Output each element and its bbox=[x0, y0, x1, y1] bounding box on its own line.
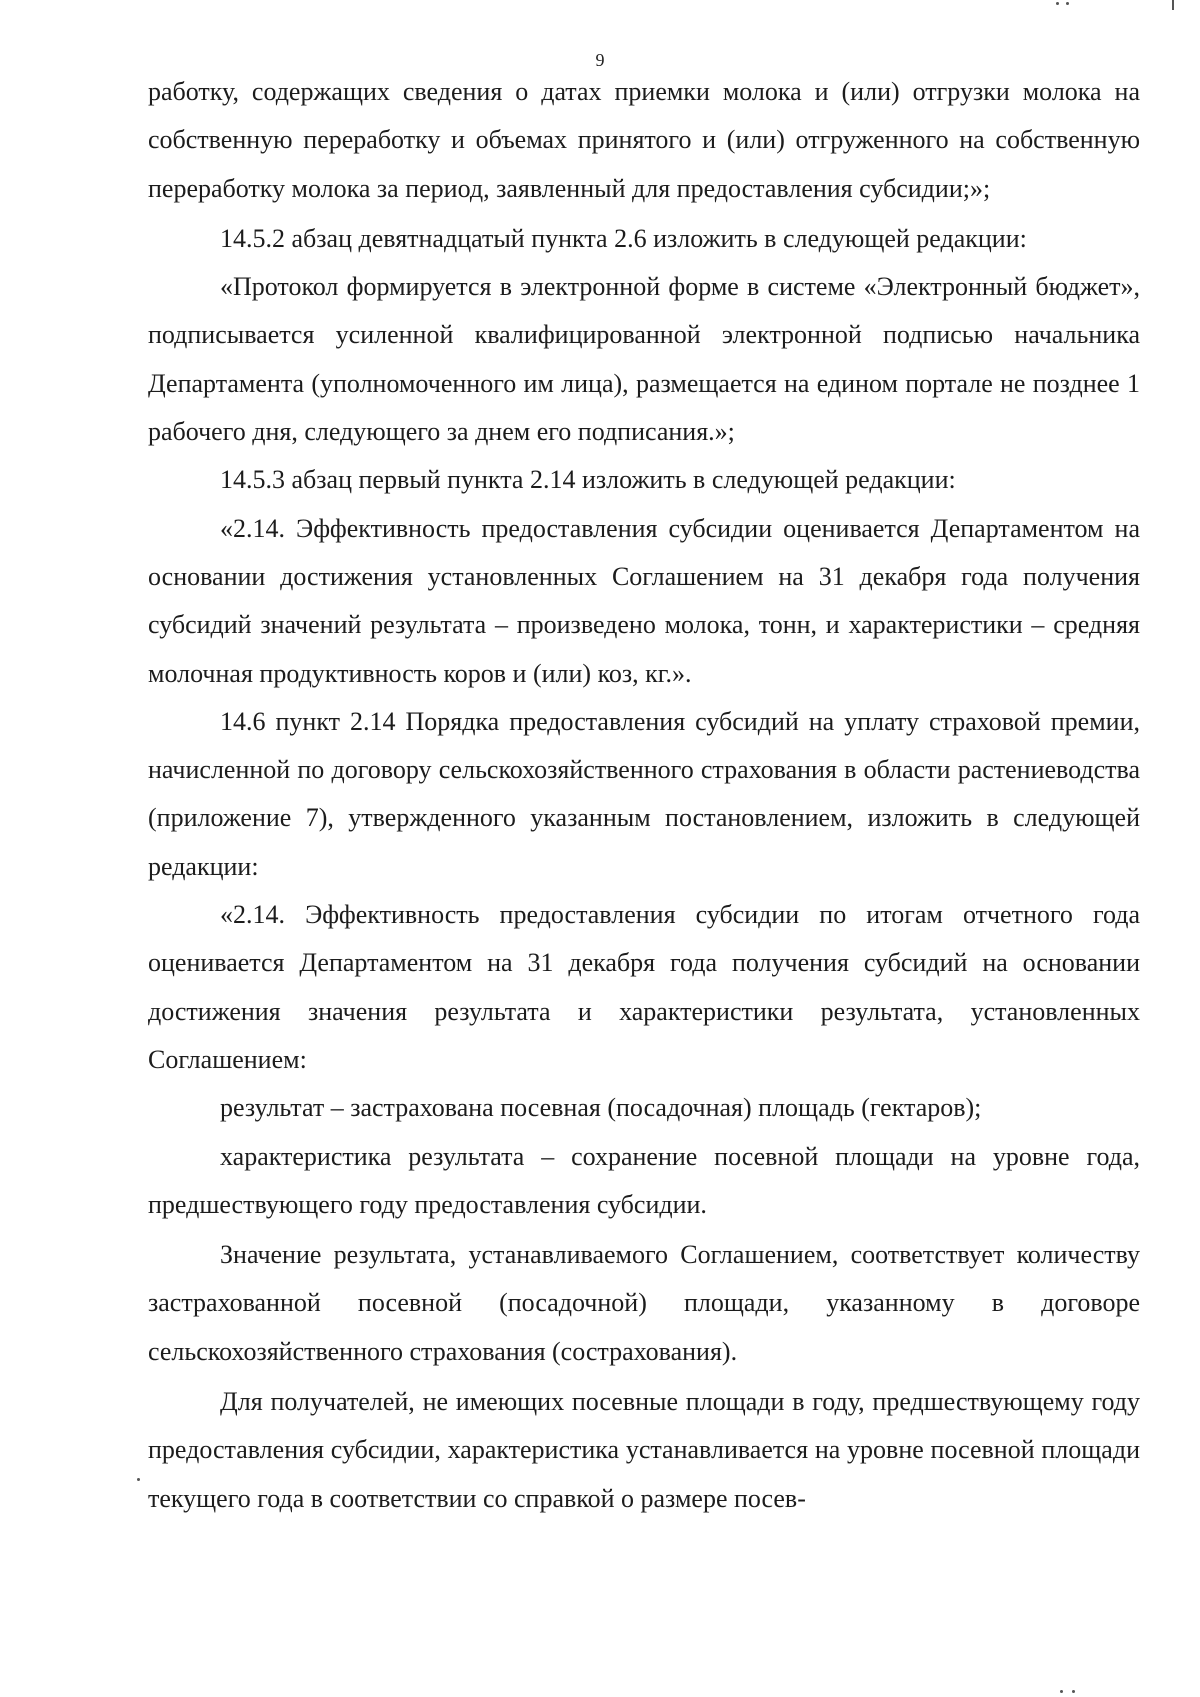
paragraph-protocol-quote: «Протокол формируется в электронной форме в системе «Электронный бюджет», подписывается усиленной квалифицированной электронной подписью начальника Департамента (уполномоченного им лица), размещается на едином портале не позднее 1 рабочего дня, следующего за днем его подписания.»; bbox=[148, 272, 1140, 447]
paragraph-14-6: 14.6 пункт 2.14 Порядка предоставления субсидий на уплату страховой премии, начисленной по договору сельскохозяйственного страхования в области растениеводства (приложение 7), утвержденного указанным постановлением, изложить в следующей редакции: bbox=[148, 706, 1140, 881]
paragraph-result-characteristic: характеристика результата – сохранение посевной площади на уровне года, предшествующего году предоставления субсидии. bbox=[148, 1141, 1140, 1219]
scan-mark bbox=[1066, 2, 1069, 5]
paragraph-14-5-3: 14.5.3 абзац первый пункта 2.14 изложить в следующей редакции: bbox=[220, 465, 956, 495]
paragraph-result-value: Значение результата, устанавливаемого Соглашением, соответствует количеству застрахованной посевной (посадочной) площади, указанному в договоре сельскохозяйственного страхования (сострахования). bbox=[148, 1240, 1140, 1366]
paragraph-2-14-insurance-quote: «2.14. Эффективность предоставления субсидии по итогам отчетного года оценивается Департаментом на 31 декабря года получения субсидий на основании достижения значения результата и характеристики результата, установленных Соглашением: bbox=[148, 900, 1140, 1074]
scan-mark bbox=[1060, 1690, 1063, 1693]
paragraph-2-14-milk-quote: «2.14. Эффективность предоставления субсидии оценивается Департаментом на основании достижения установленных Соглашением на 31 декабря года получения субсидий значений результата – произведено молока, тонн, и характеристики – средняя молочная продуктивность коров и (или) коз, кг.». bbox=[148, 513, 1140, 688]
scan-mark bbox=[1172, 0, 1174, 10]
paragraph-continuation: работку, содержащих сведения о датах приемки молока и (или) отгрузки молока на собственную переработку и объемах принятого и (или) отгруженного на собственную переработку молока за период, заявленный для предоставления субсидии;»; bbox=[148, 77, 1140, 203]
paragraph-14-5-2: 14.5.2 абзац девятнадцатый пункта 2.6 изложить в следующей редакции: bbox=[220, 223, 1027, 253]
scan-mark bbox=[1056, 2, 1059, 5]
page-number: 9 bbox=[595, 50, 605, 70]
scan-mark bbox=[1072, 1690, 1075, 1693]
paragraph-result: результат – застрахована посевная (посадочная) площадь (гектаров); bbox=[220, 1093, 982, 1123]
scan-mark bbox=[137, 1478, 140, 1481]
paragraph-recipients: Для получателей, не имеющих посевные площади в году, предшествующему году предоставления субсидии, характеристика устанавливается на уровне посевной площади текущего года в соответствии со справкой о размере посев- bbox=[148, 1387, 1140, 1513]
document-body bbox=[148, 68, 1140, 1523]
